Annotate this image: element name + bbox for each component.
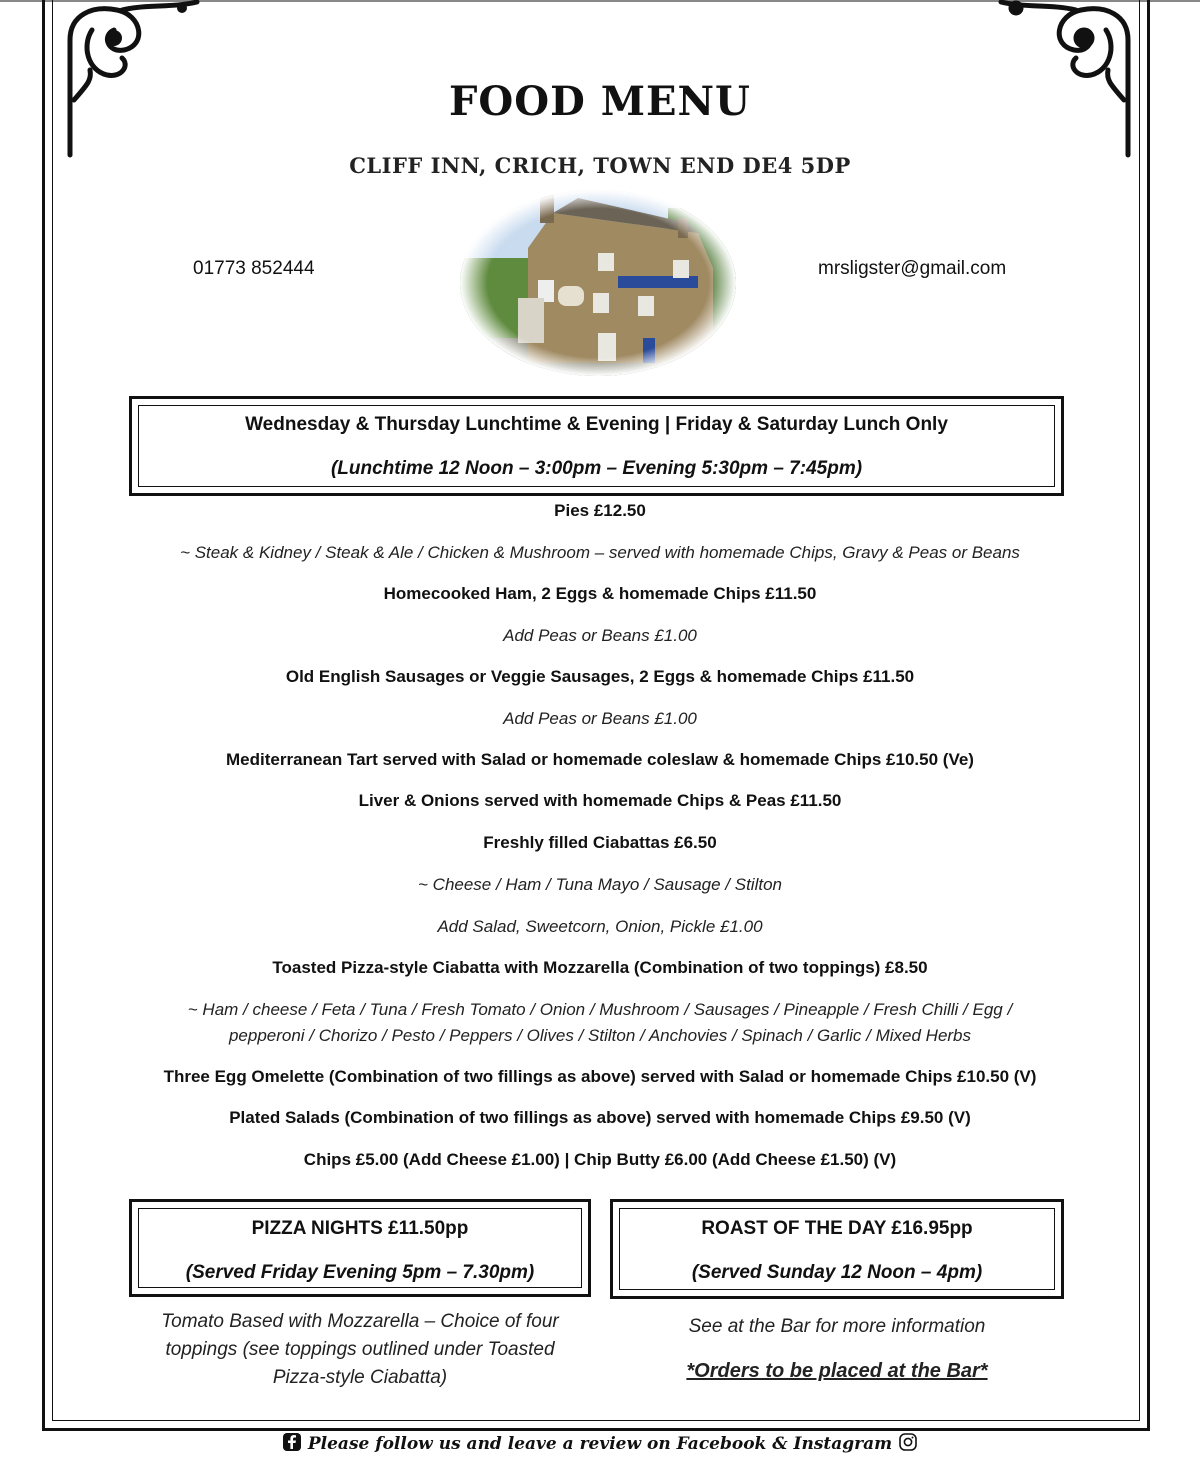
instagram-icon[interactable] xyxy=(898,1432,918,1457)
email-address: mrsligster@gmail.com xyxy=(818,258,1007,279)
pub-photo xyxy=(458,188,738,378)
roast-title: ROAST OF THE DAY £16.95pp xyxy=(701,1218,973,1239)
opening-times: (Lunchtime 12 Noon – 3:00pm – Evening 5:30pm – 7:45pm) xyxy=(330,458,863,479)
social-follow-text: Please follow us and leave a review on Facebook & Instagram xyxy=(307,1434,893,1454)
menu-item: Mediterranean Tart served with Salad or homemade coleslaw & homemade Chips £10.50 (Ve) xyxy=(226,750,974,769)
menu-item: Toasted Pizza-style Ciabatta with Mozzarella (Combination of two toppings) £8.50 xyxy=(272,958,928,977)
menu-item: Three Egg Omelette (Combination of two fillings as above) served with Salad or homemade Chips £10.50 (V) xyxy=(163,1067,1037,1086)
menu-item-note: Add Salad, Sweetcorn, Onion, Pickle £1.00 xyxy=(437,917,763,936)
phone-number: 01773 852444 xyxy=(193,258,315,279)
roast-times: (Served Sunday 12 Noon – 4pm) xyxy=(691,1262,983,1283)
menu-item-note: Add Peas or Beans £1.00 xyxy=(503,626,697,645)
page-title: FOOD MENU xyxy=(449,78,751,125)
opening-hours-box xyxy=(129,396,1064,496)
menu-item: Old English Sausages or Veggie Sausages, 2 Eggs & homemade Chips £11.50 xyxy=(285,667,915,686)
facebook-icon[interactable] xyxy=(282,1432,302,1457)
pizza-nights-times: (Served Friday Evening 5pm – 7.30pm) xyxy=(185,1262,535,1283)
pizza-nights-title: PIZZA NIGHTS £11.50pp xyxy=(251,1218,469,1239)
bar-info: See at the Bar for more information xyxy=(688,1316,986,1337)
menu-item-note: ~ Ham / cheese / Feta / Tuna / Fresh Tomato / Onion / Mushroom / Sausages / Pineapple / Fresh Chilli / Egg / xyxy=(187,1000,1013,1019)
menu-item-note: ~ Cheese / Ham / Tuna Mayo / Sausage / Stilton xyxy=(418,875,782,894)
menu-item: Liver & Onions served with homemade Chips & Peas £11.50 xyxy=(358,791,842,810)
menu-item: Pies £12.50 xyxy=(554,501,646,520)
menu-item: Homecooked Ham, 2 Eggs & homemade Chips £11.50 xyxy=(383,584,817,603)
menu-item: Chips £5.00 (Add Cheese £1.00) | Chip Butty £6.00 (Add Cheese £1.50) (V) xyxy=(303,1150,897,1169)
menu-item: Freshly filled Ciabattas £6.50 xyxy=(483,833,717,852)
menu-item-note: pepperoni / Chorizo / Pesto / Peppers / Olives / Stilton / Anchovies / Spinach / Garlic / Mixed Herbs xyxy=(228,1026,972,1045)
venue-address: CLIFF INN, CRICH, TOWN END DE4 5DP xyxy=(349,153,851,178)
menu-item-note: ~ Steak & Kidney / Steak & Ale / Chicken & Mushroom – served with homemade Chips, Gravy & Peas or Beans xyxy=(180,543,1020,562)
orders-notice: *Orders to be placed at the Bar* xyxy=(686,1360,988,1382)
menu-item-note: Add Peas or Beans £1.00 xyxy=(503,709,697,728)
menu-item: Plated Salads (Combination of two fillings as above) served with homemade Chips £9.50 (V) xyxy=(229,1108,971,1127)
opening-days: Wednesday & Thursday Lunchtime & Evening | Friday & Saturday Lunch Only xyxy=(245,414,948,435)
pizza-description: Tomato Based with Mozzarella – Choice of four toppings (see toppings outlined under Toasted Pizza-style Ciabatta) xyxy=(161,1311,559,1388)
pizza-nights-box xyxy=(129,1199,591,1297)
social-footer xyxy=(0,1432,1200,1457)
roast-of-the-day-box xyxy=(610,1199,1064,1299)
